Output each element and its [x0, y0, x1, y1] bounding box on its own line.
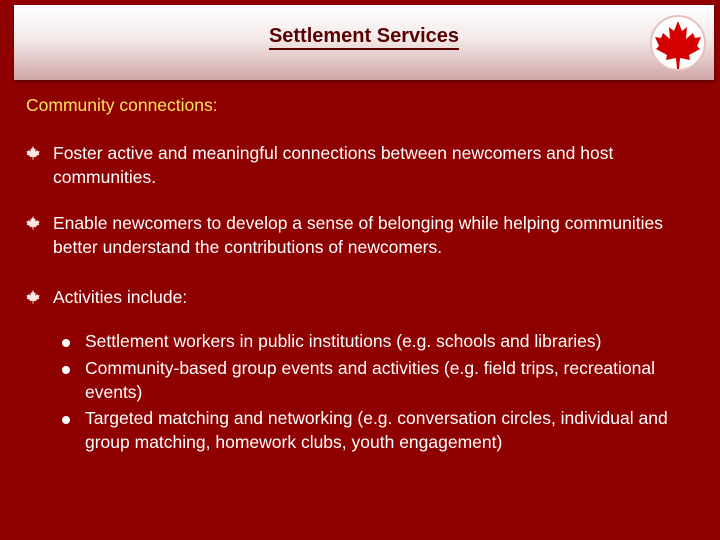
bullet-item: [26, 211, 696, 259]
bullet-text: Foster active and meaningful connections between newcomers and host communities.: [53, 143, 614, 187]
sub-bullet-item: [62, 356, 702, 404]
title-banner: [14, 5, 714, 80]
sub-bullet-item: [62, 406, 702, 454]
bullet-dot-icon: [62, 366, 70, 374]
slide-title: [14, 25, 714, 48]
maple-leaf-icon: [26, 290, 40, 304]
bullet-text: Activities include:: [53, 287, 188, 307]
bullet-dot-icon: [62, 339, 70, 347]
slide-title-text: Settlement Services: [269, 25, 459, 50]
bullet-item: [26, 141, 696, 189]
bullet-text: Enable newcomers to develop a sense of belonging while helping communities better understand the contributions of newcomers.: [53, 213, 663, 257]
maple-leaf-icon: [26, 146, 40, 160]
sub-bullet-item: [62, 329, 702, 353]
maple-leaf-logo-icon: [648, 13, 708, 75]
subheading: Community connections:: [26, 95, 218, 115]
maple-leaf-icon: [26, 216, 40, 230]
sub-bullet-text: Community-based group events and activities (e.g. field trips, recreational events): [85, 358, 655, 402]
sub-bullet-text: Settlement workers in public institutions (e.g. schools and libraries): [85, 331, 602, 351]
bullet-dot-icon: [62, 416, 70, 424]
sub-bullet-text: Targeted matching and networking (e.g. conversation circles, individual and group matching, homework clubs, youth engagement): [85, 408, 668, 452]
bullet-item: [26, 285, 696, 309]
